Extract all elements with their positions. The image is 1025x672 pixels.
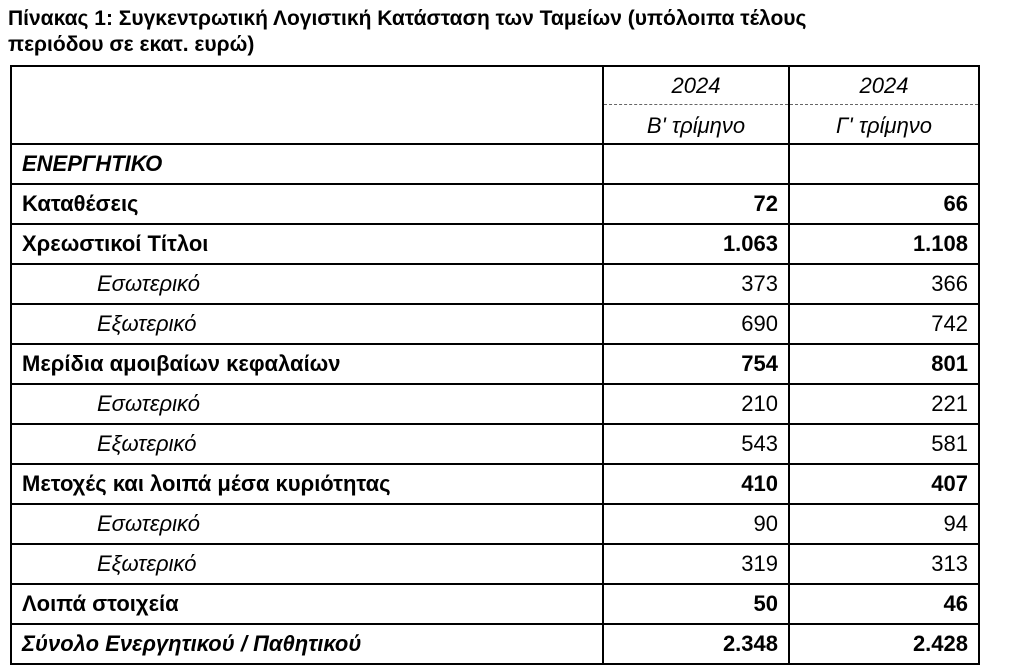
table-row (11, 384, 979, 424)
row-value-q3: 581 (789, 424, 979, 464)
row-value-q2: 754 (603, 344, 789, 384)
row-value-q2: 1.063 (603, 224, 789, 264)
table-row (11, 304, 979, 344)
row-value-q3: 2.428 (789, 624, 979, 664)
row-value-q2: 690 (603, 304, 789, 344)
header-empty-cell (11, 66, 603, 144)
row-label: Λοιπά στοιχεία (11, 584, 603, 624)
column-quarter: Β' τρίμηνο (646, 112, 746, 138)
column-year: 2024 (604, 68, 788, 105)
table-title-line-1: Πίνακας 1: Συγκεντρωτική Λογιστική Κατάσταση των Ταμείων (υπόλοιπα τέλους (8, 7, 807, 30)
table-row (11, 224, 979, 264)
row-label: Μερίδια αμοιβαίων κεφαλαίων (11, 344, 603, 384)
row-value-q3: 221 (789, 384, 979, 424)
row-value-q3: 742 (789, 304, 979, 344)
table-row (11, 464, 979, 504)
table-row (11, 344, 979, 384)
table-row (11, 424, 979, 464)
row-value-q3: 66 (789, 184, 979, 224)
table-row (11, 504, 979, 544)
row-label: Εσωτερικό (11, 504, 603, 544)
row-label: Χρεωστικοί Τίτλοι (11, 224, 603, 264)
row-value-q3: 94 (789, 504, 979, 544)
column-header-q2 (603, 66, 789, 144)
row-value-q3 (789, 144, 979, 184)
row-value-q3: 407 (789, 464, 979, 504)
financial-statement-table (10, 65, 980, 665)
row-value-q2: 72 (603, 184, 789, 224)
row-label: Εξωτερικό (11, 304, 603, 344)
row-label: Μετοχές και λοιπά μέσα κυριότητας (11, 464, 603, 504)
table-row (11, 544, 979, 584)
row-value-q2: 210 (603, 384, 789, 424)
row-label: Εσωτερικό (11, 264, 603, 304)
row-value-q3: 366 (789, 264, 979, 304)
column-year: 2024 (790, 68, 978, 105)
row-value-q2: 543 (603, 424, 789, 464)
row-value-q2: 410 (603, 464, 789, 504)
row-value-q3: 801 (789, 344, 979, 384)
row-value-q2: 90 (603, 504, 789, 544)
row-value-q3: 46 (789, 584, 979, 624)
row-value-q2: 373 (603, 264, 789, 304)
row-label: ΕΝΕΡΓΗΤΙΚΟ (11, 144, 603, 184)
row-label: Εξωτερικό (11, 424, 603, 464)
total-row (11, 624, 979, 664)
table-row (11, 584, 979, 624)
column-quarter: Γ' τρίμηνο (835, 112, 933, 138)
table-title (8, 6, 1018, 58)
row-value-q2: 2.348 (603, 624, 789, 664)
row-label: Εσωτερικό (11, 384, 603, 424)
table-row (11, 264, 979, 304)
row-value-q3: 1.108 (789, 224, 979, 264)
column-header-q3 (789, 66, 979, 144)
row-value-q3: 313 (789, 544, 979, 584)
row-value-q2 (603, 144, 789, 184)
table-title-line-2: περιόδου σε εκατ. ευρώ) (8, 33, 255, 56)
table-row (11, 144, 979, 184)
header-row (11, 66, 979, 144)
table-row (11, 184, 979, 224)
row-label: Εξωτερικό (11, 544, 603, 584)
row-value-q2: 50 (603, 584, 789, 624)
row-value-q2: 319 (603, 544, 789, 584)
row-label: Σύνολο Ενεργητικού / Παθητικού (11, 624, 603, 664)
row-label: Καταθέσεις (11, 184, 603, 224)
